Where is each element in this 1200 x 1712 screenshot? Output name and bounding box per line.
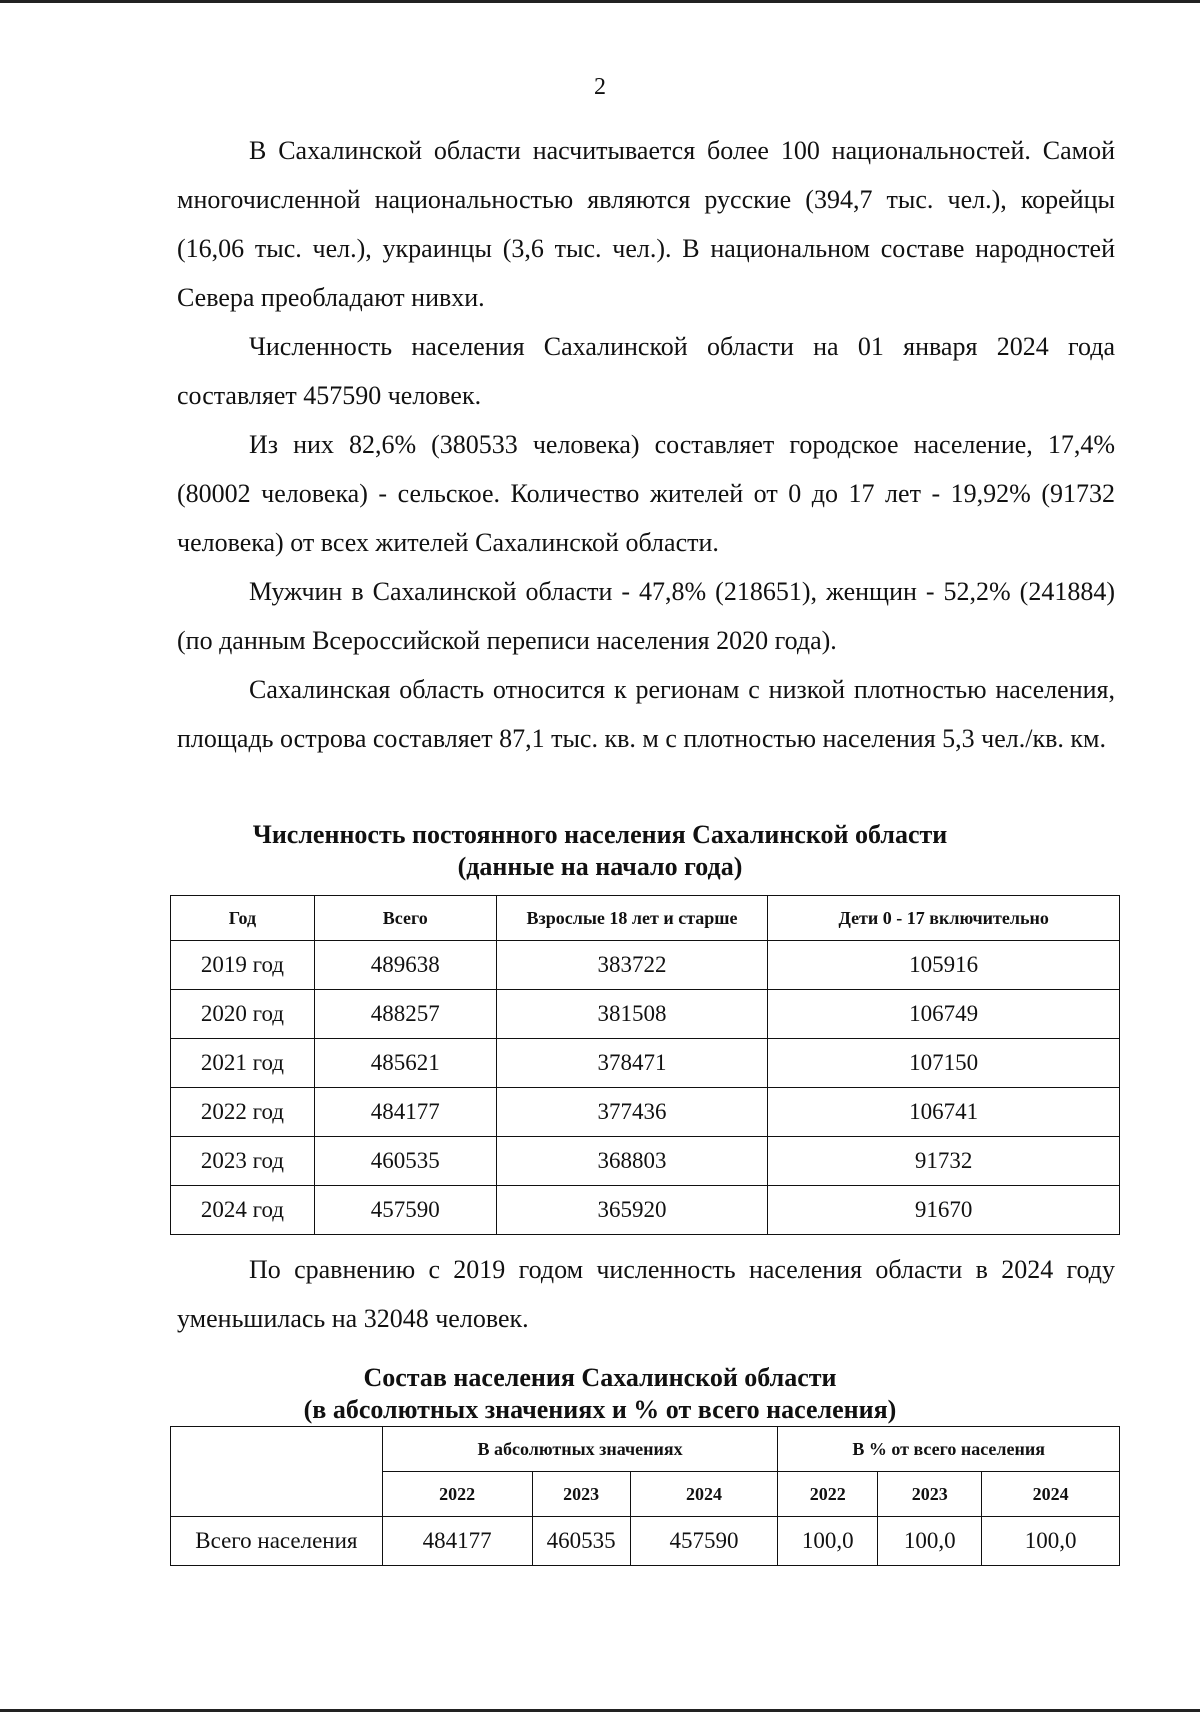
table-row — [171, 1137, 1120, 1186]
cell-total: 488257 — [314, 990, 496, 1039]
table-row — [171, 1088, 1120, 1137]
table-row — [171, 990, 1120, 1039]
cell-children: 106741 — [768, 1088, 1120, 1137]
paragraph-nationalities — [177, 126, 1115, 322]
page-number: 2 — [594, 74, 606, 100]
header-year: 2024 — [982, 1472, 1120, 1517]
cell-total: 484177 — [314, 1088, 496, 1137]
cell-label: Всего населения — [171, 1517, 383, 1566]
cell-year: 2019 год — [171, 941, 315, 990]
header-year: 2024 — [630, 1472, 778, 1517]
cell-year: 2022 год — [171, 1088, 315, 1137]
cell-children: 105916 — [768, 941, 1120, 990]
cell-adults: 377436 — [496, 1088, 768, 1137]
cell-year: 2020 год — [171, 990, 315, 1039]
table-header-row — [171, 1427, 1120, 1472]
table2-caption — [0, 1362, 1200, 1426]
paragraph-density — [177, 665, 1115, 763]
header-empty — [171, 1427, 383, 1517]
table-header-row — [171, 896, 1120, 941]
cell-value: 100,0 — [878, 1517, 982, 1566]
cell-adults: 383722 — [496, 941, 768, 990]
header-year: Год — [171, 896, 315, 941]
cell-total: 485621 — [314, 1039, 496, 1088]
cell-children: 91670 — [768, 1186, 1120, 1235]
cell-total: 489638 — [314, 941, 496, 990]
table1-caption-line1: Численность постоянного населения Сахалинской области — [252, 820, 948, 849]
header-absolute-values: В абсолютных значениях — [382, 1427, 778, 1472]
cell-value: 457590 — [630, 1517, 778, 1566]
population-composition-table — [170, 1426, 1120, 1566]
paragraph-text: Мужчин в Сахалинской области - 47,8% (218651), женщин - 52,2% (241884) (по данным Всероссийской переписи населения 2020 года). — [177, 577, 1115, 655]
paragraph-population-total — [177, 322, 1115, 420]
paragraph-comparison — [177, 1245, 1115, 1343]
header-year: 2023 — [532, 1472, 630, 1517]
cell-adults: 381508 — [496, 990, 768, 1039]
cell-adults: 365920 — [496, 1186, 768, 1235]
table-row — [171, 1039, 1120, 1088]
header-year: 2022 — [382, 1472, 532, 1517]
header-year: 2023 — [878, 1472, 982, 1517]
paragraph-gender — [177, 567, 1115, 665]
cell-year: 2024 год — [171, 1186, 315, 1235]
cell-adults: 378471 — [496, 1039, 768, 1088]
cell-total: 457590 — [314, 1186, 496, 1235]
table1-caption-line2: (данные на начало года) — [457, 852, 743, 881]
cell-year: 2021 год — [171, 1039, 315, 1088]
table2-caption-line1: Состав населения Сахалинской области — [363, 1363, 837, 1392]
cell-year: 2023 год — [171, 1137, 315, 1186]
paragraph-text: В Сахалинской области насчитывается более 100 национальностей. Самой многочисленной национальностью являются русские (394,7 тыс. чел.), корейцы (16,06 тыс. чел.), украинцы (3,6 тыс. чел.). В национальном составе народностей Севера преобладают нивхи. — [177, 136, 1115, 312]
cell-children: 107150 — [768, 1039, 1120, 1088]
table-row — [171, 941, 1120, 990]
header-percent-values: В % от всего населения — [778, 1427, 1120, 1472]
cell-value: 100,0 — [778, 1517, 878, 1566]
table-row — [171, 1517, 1120, 1566]
paragraph-text: Из них 82,6% (380533 человека) составляет городское население, 17,4% (80002 человека) - сельское. Количество жителей от 0 до 17 лет - 19,92% (91732 человека) от всех жителей Сахалинской области. — [177, 430, 1115, 557]
table1-caption — [0, 819, 1200, 883]
paragraph-text: Численность населения Сахалинской области на 01 января 2024 года составляет 457590 человек. — [177, 332, 1115, 410]
table-row — [171, 1186, 1120, 1235]
cell-total: 460535 — [314, 1137, 496, 1186]
header-adults: Взрослые 18 лет и старше — [496, 896, 768, 941]
cell-children: 106749 — [768, 990, 1120, 1039]
cell-value: 100,0 — [982, 1517, 1120, 1566]
top-border-line — [0, 0, 1200, 3]
header-total: Всего — [314, 896, 496, 941]
paragraph-text: Сахалинская область относится к регионам с низкой плотностью населения, площадь острова составляет 87,1 тыс. кв. м с плотностью населения 5,3 чел./кв. км. — [177, 675, 1115, 753]
cell-value: 460535 — [532, 1517, 630, 1566]
paragraph-urban-rural — [177, 420, 1115, 567]
header-year: 2022 — [778, 1472, 878, 1517]
cell-value: 484177 — [382, 1517, 532, 1566]
header-children: Дети 0 - 17 включительно — [768, 896, 1120, 941]
paragraph-text: По сравнению с 2019 годом численность населения области в 2024 году уменьшилась на 32048 человек. — [177, 1255, 1115, 1333]
table2-caption-line2: (в абсолютных значениях и % от всего населения) — [303, 1395, 897, 1424]
cell-adults: 368803 — [496, 1137, 768, 1186]
population-table — [170, 895, 1120, 1235]
cell-children: 91732 — [768, 1137, 1120, 1186]
